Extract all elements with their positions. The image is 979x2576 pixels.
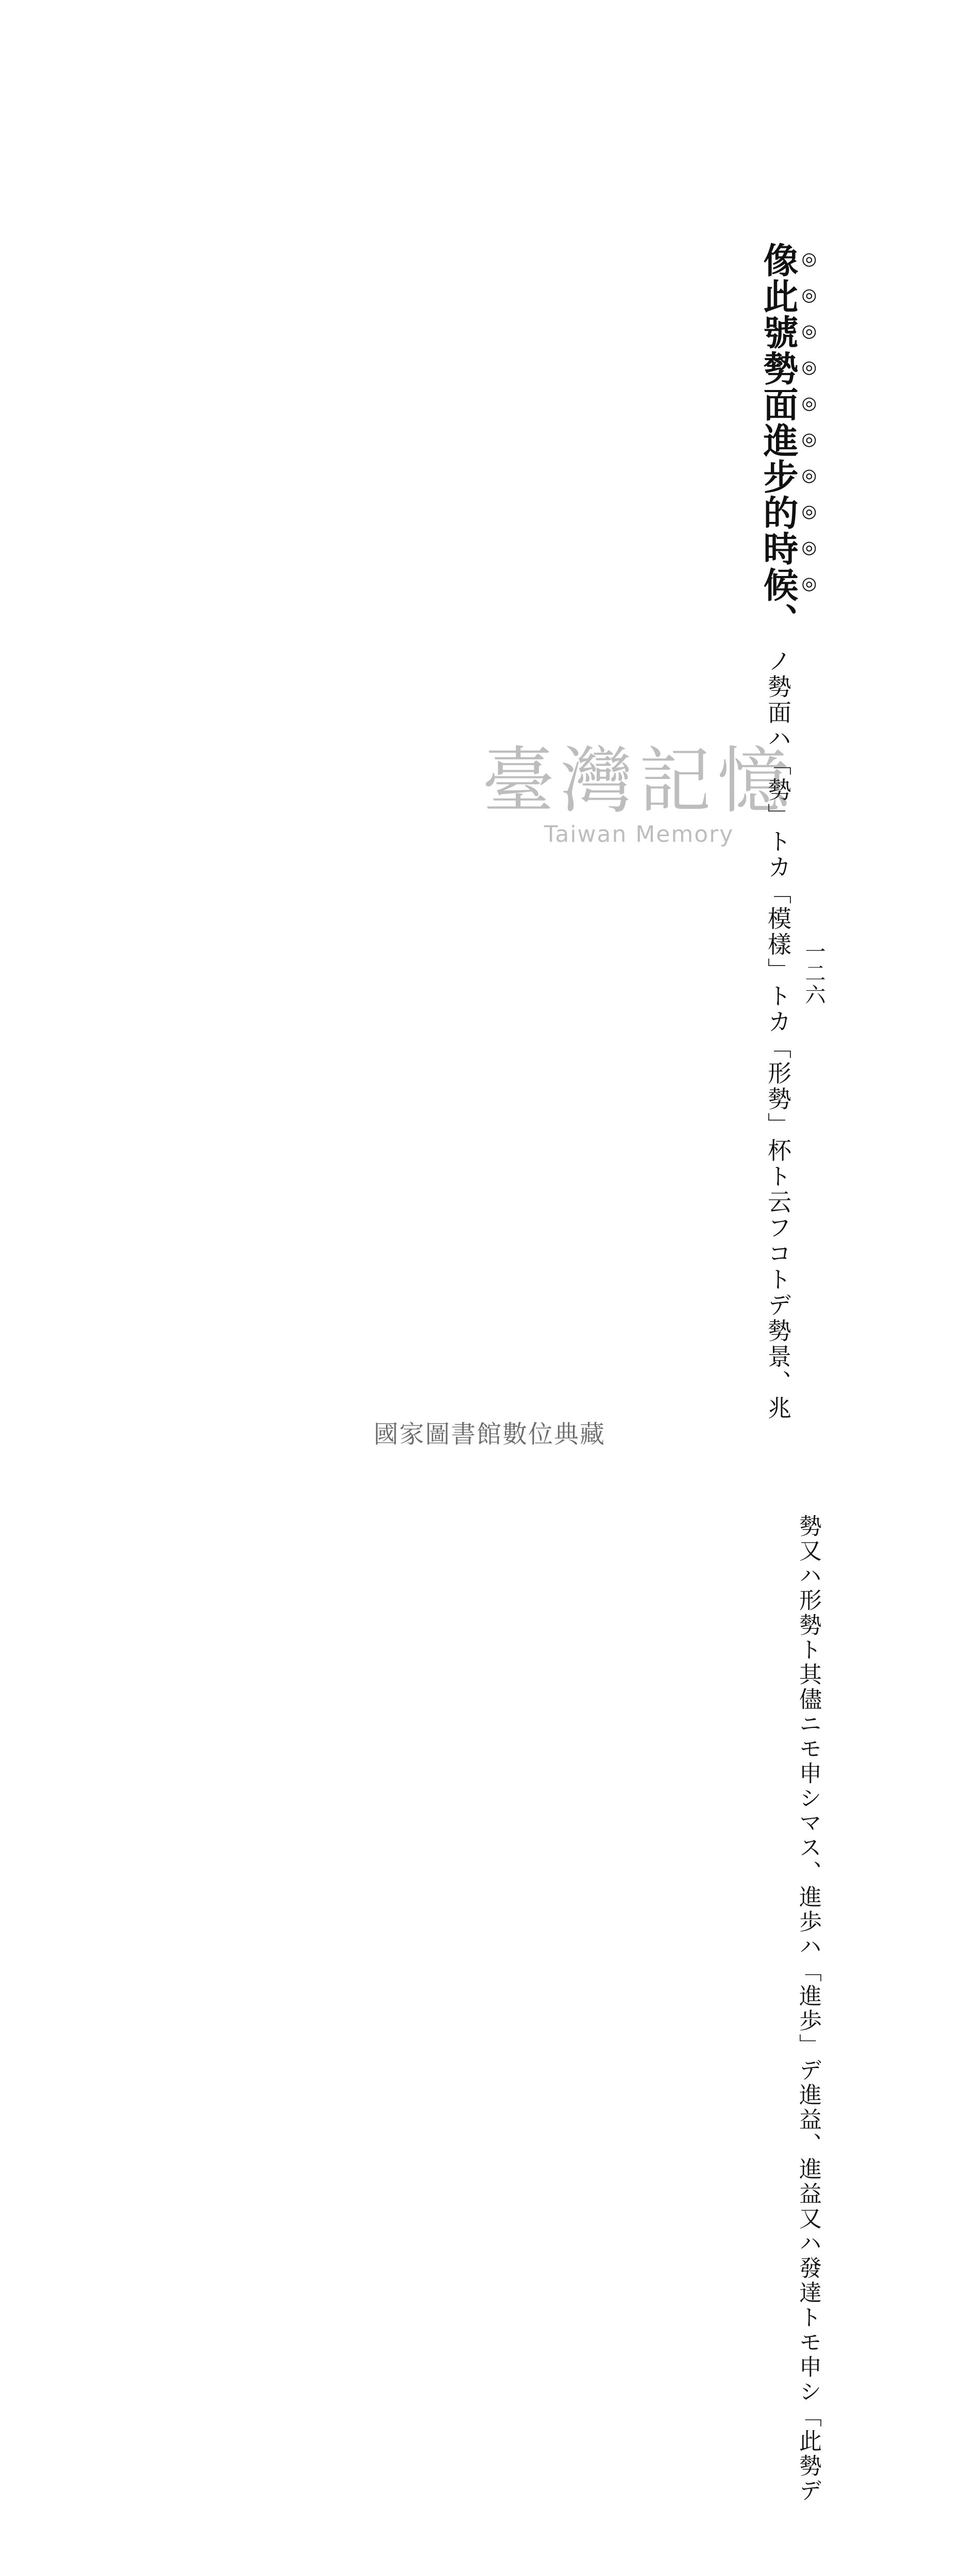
page-number: 一二六 [802, 941, 825, 1006]
vertical-text-body [746, 242, 821, 2503]
text-column-2 [757, 1421, 819, 2503]
watermark-chinese: 臺灣記憶 [482, 739, 796, 823]
watermark-english: Taiwan Memory [544, 821, 734, 848]
phrase-gloss: ノ勢面ハ「勢」トカ「模樣」トカ「形勢」杯ト云フコトデ勢景、兆 [764, 649, 792, 1421]
text-column-3 [757, 2503, 819, 2576]
phrase-heading: 像此號勢面進步的時候、 [757, 242, 799, 639]
library-footer: 國家圖書館數位典藏 [373, 1420, 605, 1449]
text-column-1 [757, 242, 819, 1421]
phrase-gloss: 勢又ハ形勢ト其儘ニモ申シマス、進歩ハ「進歩」デ進益、進益又ハ發達トモ申シ「此勢デ [795, 1514, 821, 2503]
